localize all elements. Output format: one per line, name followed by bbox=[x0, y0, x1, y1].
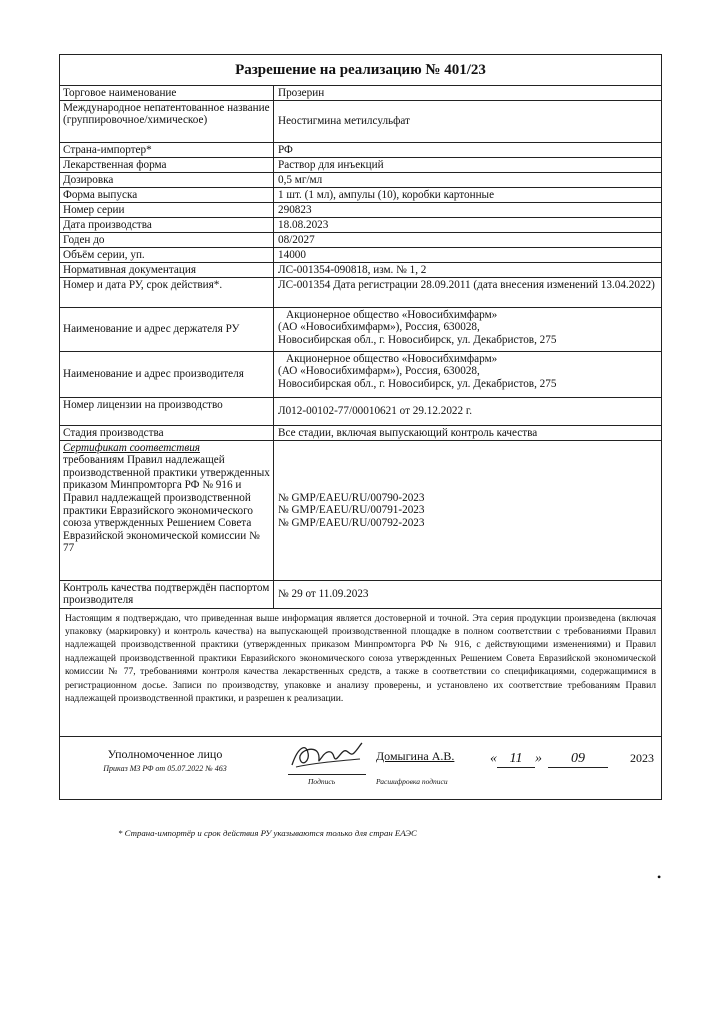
row-value: 0,5 мг/мл bbox=[274, 172, 662, 187]
row-label: Номер и дата РУ, срок действия*. bbox=[60, 277, 274, 307]
table-row bbox=[60, 351, 661, 397]
row-label: Нормативная документация bbox=[60, 262, 274, 277]
table-row bbox=[60, 157, 661, 172]
date-close-quote: » bbox=[535, 750, 542, 766]
row-value: Раствор для инъекций bbox=[274, 157, 662, 172]
date-year: 2023 bbox=[630, 750, 654, 765]
signature-caption: Подпись bbox=[308, 776, 336, 786]
row-label bbox=[60, 440, 274, 580]
address-line: Акционерное общество «Новосибхимфарм» bbox=[286, 352, 498, 365]
scan-speck-icon: • bbox=[657, 870, 662, 884]
row-label: Дата производства bbox=[60, 217, 274, 232]
row-label: Объём серии, уп. bbox=[60, 247, 274, 262]
row-value: ЛС-001354-090818, изм. № 1, 2 bbox=[274, 262, 662, 277]
row-label: Международное непатентованное название (группировочное/химическое) bbox=[60, 100, 274, 142]
table-row bbox=[60, 397, 661, 425]
row-value: 1 шт. (1 мл), ампулы (10), коробки картонные bbox=[274, 187, 662, 202]
row-label: Стадия производства bbox=[60, 425, 274, 440]
row-value: Прозерин bbox=[274, 86, 662, 100]
table-row bbox=[60, 262, 661, 277]
signature-line bbox=[288, 774, 366, 775]
address-line: Новосибирская обл., г. Новосибирск, ул. Декабристов, 275 bbox=[278, 377, 557, 390]
row-value bbox=[274, 307, 662, 351]
row-label: Страна-импортер* bbox=[60, 142, 274, 157]
table-row bbox=[60, 247, 661, 262]
row-value: 290823 bbox=[274, 202, 662, 217]
confirmation-statement: Настоящим я подтверждаю, что приведенная выше информация является достоверной и точной. Эта серия продукции произведена (включая упаковку (маркировку) и контроль качества) на выпускающей производственной площадке в полном соответствии с требованиями Правил надлежащей производственной практики (утвержденных приказом Минпромторга РФ № 916, с действующими изменениями) и Правил надлежащей производственной практики Евразийского экономического союза утвержденных Решением Совета Евразийской экономической комиссии № 77, требованиями контроля качества лекарственных средств, а также в соответствии со спецификациями, содержащимися в регистрационном досье. Записи по производству, упаковке и анализу проверены, и установлено их соответствие требованиям Правил надлежащей производственной практики, и разрешен к реализации. bbox=[60, 609, 661, 737]
row-value: 08/2027 bbox=[274, 232, 662, 247]
row-label: Торговое наименование bbox=[60, 86, 274, 100]
certificate-description: требованиям Правил надлежащей производственной практики утвержденных приказом Минпромторга РФ № 916 и Правил надлежащей производственной практики Евразийского экономического союза утвержденных Решением Совета Евразийской экономической комиссии № 77 bbox=[63, 454, 270, 555]
table-row bbox=[60, 307, 661, 351]
document-title: Разрешение на реализацию № 401/23 bbox=[60, 55, 661, 86]
table-row bbox=[60, 580, 661, 608]
gmp-certificate: № GMP/EAEU/RU/00792-2023 bbox=[278, 516, 425, 529]
row-value: Все стадии, включая выпускающий контроль качества bbox=[274, 425, 662, 440]
table-row bbox=[60, 425, 661, 440]
date-month: 09 bbox=[548, 751, 608, 768]
handwritten-signature bbox=[288, 739, 366, 773]
address-line: (АО «Новосибхимфарм»), Россия, 630028, bbox=[278, 365, 480, 378]
row-label: Номер серии bbox=[60, 202, 274, 217]
order-reference: Приказ МЗ РФ от 05.07.2022 № 463 bbox=[103, 763, 227, 773]
row-label: Номер лицензии на производство bbox=[60, 397, 274, 425]
row-label: Годен до bbox=[60, 232, 274, 247]
date-day: 11 bbox=[497, 751, 535, 768]
authorized-person bbox=[80, 747, 250, 773]
row-value: 14000 bbox=[274, 247, 662, 262]
row-value bbox=[274, 351, 662, 397]
table-row bbox=[60, 202, 661, 217]
row-label: Наименование и адрес держателя РУ bbox=[60, 307, 274, 351]
table-row bbox=[60, 217, 661, 232]
permit-table bbox=[60, 86, 661, 609]
address-line: Акционерное общество «Новосибхимфарм» bbox=[286, 308, 498, 321]
signer-name-caption: Расшифровка подписи bbox=[376, 776, 448, 786]
table-row bbox=[60, 86, 661, 100]
footnote: * Страна-импортёр и срок действия РУ указываются только для стран ЕАЭС bbox=[118, 828, 417, 838]
address-line: (АО «Новосибхимфарм»), Россия, 630028, bbox=[278, 321, 480, 334]
row-label: Лекарственная форма bbox=[60, 157, 274, 172]
table-row bbox=[60, 232, 661, 247]
signature-date bbox=[490, 751, 654, 768]
row-label: Контроль качества подтверждён паспортом производителя bbox=[60, 580, 274, 608]
row-value: № 29 от 11.09.2023 bbox=[274, 580, 662, 608]
row-value: Неостигмина метилсульфат bbox=[274, 100, 662, 142]
row-label: Форма выпуска bbox=[60, 187, 274, 202]
row-label: Наименование и адрес производителя bbox=[60, 351, 274, 397]
row-label: Дозировка bbox=[60, 172, 274, 187]
signer-name: Домыгина А.В. bbox=[376, 748, 455, 763]
gmp-certificate: № GMP/EAEU/RU/00790-2023 bbox=[278, 491, 425, 504]
signature-block bbox=[60, 737, 661, 795]
row-value: Л012-00102-77/00010621 от 29.12.2022 г. bbox=[274, 397, 662, 425]
address-line: Новосибирская обл., г. Новосибирск, ул. Декабристов, 275 bbox=[278, 333, 557, 346]
table-row bbox=[60, 100, 661, 142]
gmp-certificate: № GMP/EAEU/RU/00791-2023 bbox=[278, 504, 425, 517]
table-row bbox=[60, 277, 661, 307]
row-value: РФ bbox=[274, 142, 662, 157]
certificate-heading: Сертификат соответствия bbox=[63, 441, 200, 454]
table-row bbox=[60, 440, 661, 580]
row-value: 18.08.2023 bbox=[274, 217, 662, 232]
permit-document bbox=[59, 54, 662, 800]
table-row bbox=[60, 142, 661, 157]
date-open-quote: « bbox=[490, 750, 497, 766]
table-row bbox=[60, 172, 661, 187]
role-title: Уполномоченное лицо bbox=[107, 746, 223, 761]
table-row bbox=[60, 187, 661, 202]
row-value: ЛС-001354 Дата регистрации 28.09.2011 (дата внесения изменений 13.04.2022) bbox=[274, 277, 662, 307]
row-value bbox=[274, 440, 662, 580]
